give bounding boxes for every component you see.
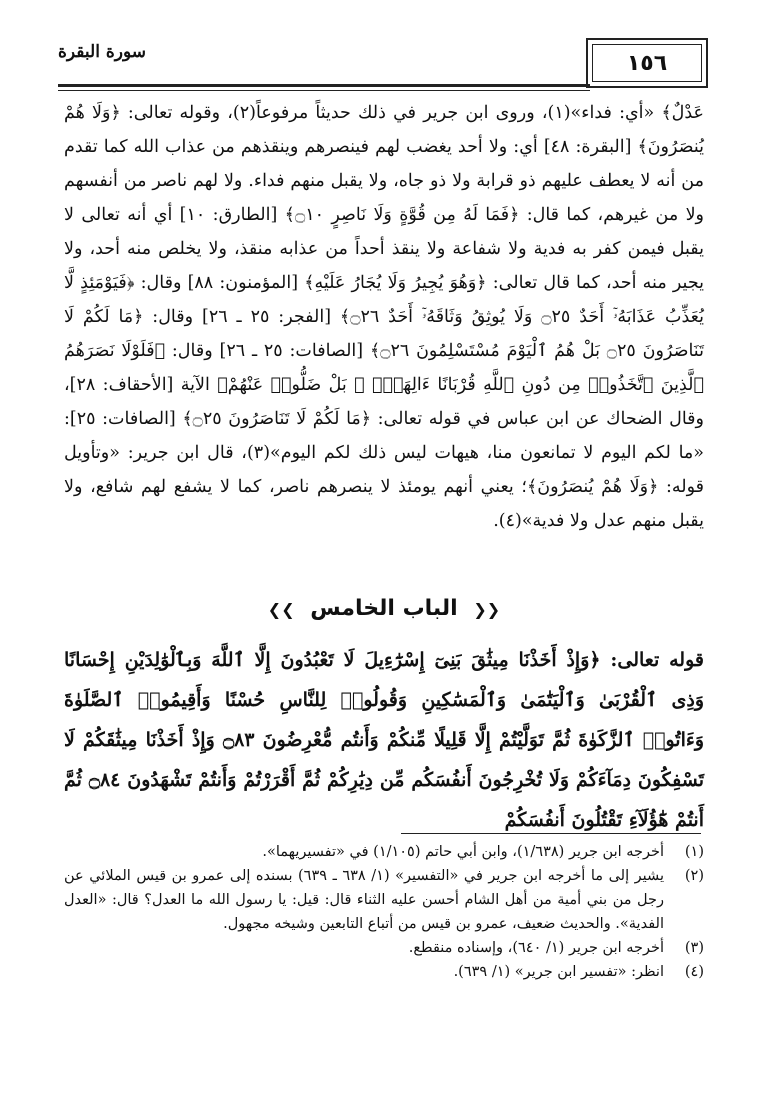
page-number-badge — [586, 38, 708, 88]
chapter-heading — [64, 596, 704, 621]
header-rule-thick — [58, 84, 590, 87]
ornament-left-icon: ❯❯ — [267, 600, 295, 619]
footnote-separator — [401, 833, 701, 834]
footnote-number: (٢) — [684, 868, 704, 884]
footnotes — [64, 840, 704, 984]
footnote-text: أخرجه ابن جرير (١/٦٣٨)، وابن أبي حاتم (١/١٠٥) في «تفسيريهما». — [262, 844, 664, 860]
footnote-number: (٣) — [684, 940, 704, 956]
footnote — [64, 936, 704, 960]
tafsir-paragraph: عَدْلٌ﴾ «أي: فداء»(١)، وروى ابن جرير في ذلك حديثاً مرفوعاً(٢)، وقوله تعالى: ﴿وَلَا هُمْ يُنصَرُونَ﴾ [البقرة: ٤٨] أي: ولا أحد يغضب لهم فينصرهم وينقذهم من عذاب الله كما تقدم من أنه لا يعطف عليهم ذو قرابة ولا ذو جاه، ولا يقبل منهم فداء. ولا لهم ناصر من أنفسهم ولا من غيرهم، كما قال: ﴿فَمَا لَهُ مِن قُوَّةٍ وَلَا نَاصِرٍ ۝١٠﴾ [الطارق: ١٠] أي أنه تعالى لا يقبل فيمن كفر به فدية ولا شفاعة ولا ينقذ أحداً من عذابه منقذ، ولا يخلص منه أحد، ولا يجير منه أحد، كما قال تعالى: ﴿وَهُوَ يُجِيرُ وَلَا يُجَارُ عَلَيْهِ﴾ [المؤمنون: ٨٨] وقال: ﴿فَيَوْمَئِذٍ لَّا يُعَذِّبُ عَذَابَهُۥٓ أَحَدٌ ۝٢٥ وَلَا يُوثِقُ وَثَاقَهُۥٓ أَحَدٌ ۝٢٦﴾ [الفجر: ٢٥ ـ ٢٦] وقال: ﴿مَا لَكُمْ لَا تَنَاصَرُونَ ۝٢٥ بَلْ هُمُ ٱلْيَوْمَ مُسْتَسْلِمُونَ ۝٢٦﴾ [الصافات: ٢٥ ـ ٢٦] وقال: ﴿فَلَوْلَا نَصَرَهُمُ ٱلَّذِينَ ٱتَّخَذُوا۟ مِن دُونِ ٱللَّهِ قُرْبَانًا ءَالِهَةًۢ ۖ بَلْ ضَلُّوا۟ عَنْهُمْ﴾ الآية [الأحقاف: ٢٨]، وقال الضحاك عن ابن عباس في قوله تعالى: ﴿مَا لَكُمْ لَا تَنَاصَرُونَ ۝٢٥﴾ [الصافات: ٢٥]: «ما لكم اليوم لا تمانعون منا، هيهات ليس ذلك لكم اليوم»(٣)، قال ابن جرير: «وتأويل قوله: ﴿وَلَا هُمْ يُنصَرُونَ﴾؛ يعني أنهم يومئذ لا ينصرهم ناصر، كما لا يشفع لهم شافع، ولا يقبل منهم عدل ولا فدية»(٤). — [64, 103, 705, 531]
page-number: ١٥٦ — [626, 50, 668, 76]
footnote-number: (٤) — [684, 964, 704, 980]
footnote-text: يشير إلى ما أخرجه ابن جرير في «التفسير» (١/ ٦٣٨ ـ ٦٣٩) بسنده إلى عمرو بن قيس الملائي عن رجل من بني أمية من أهل الشام أحسن عليه الثناء قال: قيل: يا رسول الله ما العدل؟ قال: «العدل الفدية». والحديث ضعيف، عمرو بن قيس من أتباع التابعين وشيخه مجهول. — [64, 868, 664, 932]
footnote — [64, 864, 704, 936]
header-rule-thin — [58, 90, 590, 91]
verse-text: ﴿وَإِذْ أَخَذْنَا مِيثَٰقَ بَنِىٓ إِسْرَٰٓءِيلَ لَا تَعْبُدُونَ إِلَّا ٱللَّهَ وَبِٱلْوَٰلِدَيْنِ إِحْسَانًا وَذِى ٱلْقُرْبَىٰ وَٱلْيَتَٰمَىٰ وَٱلْمَسَٰكِينِ وَقُولُوا۟ لِلنَّاسِ حُسْنًا وَأَقِيمُوا۟ ٱلصَّلَوٰةَ وَءَاتُوا۟ ٱلزَّكَوٰةَ ثُمَّ تَوَلَّيْتُمْ إِلَّا قَلِيلًا مِّنكُمْ وَأَنتُم مُّعْرِضُونَ ۝٨٣ وَإِذْ أَخَذْنَا مِيثَٰقَكُمْ لَا تَسْفِكُونَ دِمَآءَكُمْ وَلَا تُخْرِجُونَ أَنفُسَكُم مِّن دِيَٰرِكُمْ ثُمَّ أَقْرَرْتُمْ وَأَنتُمْ تَشْهَدُونَ ۝٨٤ ثُمَّ أَنتُمْ هَٰٓؤُلَآءِ تَقْتُلُونَ أَنفُسَكُمْ — [64, 649, 704, 831]
surah-name: سورة البقرة — [58, 42, 146, 62]
verse-block — [64, 640, 704, 840]
chapter-title: الباب الخامس — [310, 596, 458, 621]
footnote-text: أخرجه ابن جرير (١/ ٦٤٠)، وإسناده منقطع. — [408, 940, 664, 956]
verse-paragraph — [64, 640, 704, 840]
footnote-number: (١) — [684, 844, 704, 860]
page-header — [58, 36, 708, 94]
ornament-right-icon: ❮❮ — [473, 600, 501, 619]
verse-intro: قوله تعالى: — [600, 649, 704, 671]
footnote — [64, 960, 704, 984]
main-text — [64, 96, 704, 538]
footnote-text: انظر: «تفسير ابن جرير» (١/ ٦٣٩). — [453, 964, 664, 980]
footnote — [64, 840, 704, 864]
